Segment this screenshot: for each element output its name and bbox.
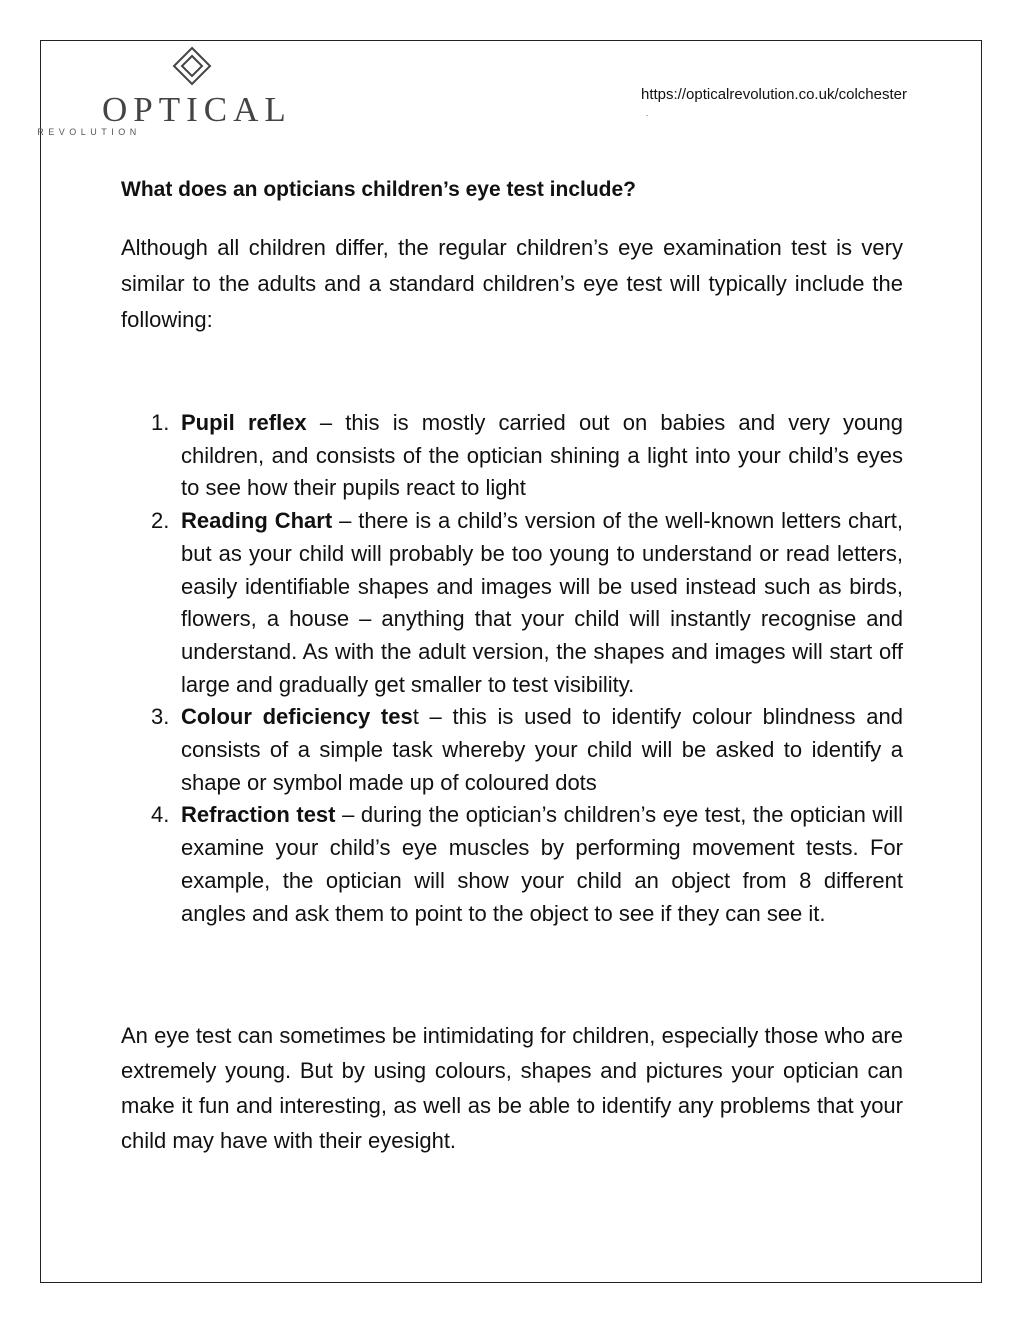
logo-subtitle: REVOLUTION [37, 127, 141, 137]
list-term: Pupil reflex [181, 410, 307, 435]
list-number: 2. [151, 508, 170, 534]
list-text: – this is mostly carried out on babies and very young children, and consists of the optician shining a light into your child’s eyes to see how their pupils react to light [181, 410, 903, 501]
list-number: 3. [151, 704, 170, 730]
diamond-logo-icon [172, 46, 212, 86]
list-item [121, 701, 903, 799]
list-number: 4. [151, 802, 170, 828]
list-term: Colour deficiency tes [181, 704, 413, 730]
list-item [121, 799, 903, 930]
closing-paragraph: An eye test can sometimes be intimidating for children, especially those who are extremely young. But by using colours, shapes and pictures your optician can make it fun and interesting, as well as be able to identify any problems that your child may have with their eyesight. [121, 1023, 903, 1153]
list-text: – during the optician’s children’s eye test, the optician will examine your child’s eye muscles by performing movement tests. For example, the optician will show your child an object from 8 different angles and ask them to point to the object to see if they can see it. [181, 802, 903, 926]
list-item [121, 505, 903, 701]
url-trailer: . [646, 109, 649, 118]
logo-wordmark: OPTICAL [102, 90, 292, 129]
website-url[interactable]: https://opticalrevolution.co.uk/colchester [641, 86, 907, 103]
intro-paragraph: Although all children differ, the regular children’s eye examination test is very similar to the adults and a standard children’s eye test will typically include the following: [121, 235, 903, 332]
list-term: Reading Chart [181, 508, 333, 534]
list-number: 1. [151, 410, 170, 435]
list-item [121, 407, 903, 505]
article-heading: What does an opticians children’s eye test include? [121, 178, 637, 201]
list-text: – this is used to identify colour blindness and consists of a simple task whereby your child will be asked to identify a shape or symbol made up of coloured dots [181, 704, 903, 795]
test-list [121, 407, 903, 930]
list-text: – there is a child’s version of the well-known letters chart, but as your child will probably be too young to understand or read letters, easily identifiable shapes and images will be used instead such as birds, flowers, a house – anything that your child will instantly recognise and understand. As with the adult version, the shapes and images will start off large and gradually get smaller to test visibility. [181, 508, 903, 697]
list-term-tail: t [412, 704, 419, 730]
list-term: Refraction test [181, 802, 336, 828]
